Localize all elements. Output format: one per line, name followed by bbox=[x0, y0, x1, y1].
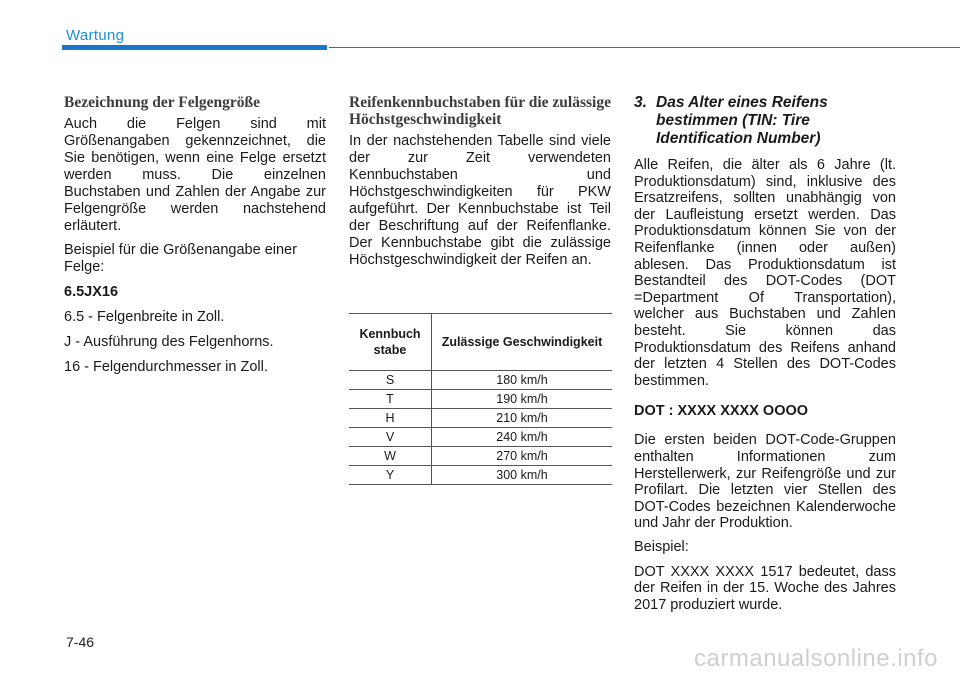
table-cell-letter: Y bbox=[349, 466, 432, 485]
table-cell-letter: S bbox=[349, 371, 432, 390]
table-cell-letter: V bbox=[349, 428, 432, 447]
speed-rating-table bbox=[349, 313, 612, 485]
table-cell-speed: 190 km/h bbox=[432, 390, 613, 409]
tire-age-heading bbox=[634, 94, 896, 148]
page-number: 7-46 bbox=[66, 634, 95, 650]
rim-size-example-intro: Beispiel für die Größenangabe einer Felge: bbox=[64, 242, 297, 275]
rim-size-item-width: 6.5 - Felgenbreite in Zoll. bbox=[64, 309, 225, 325]
table-row bbox=[349, 371, 612, 390]
table-cell-speed: 210 km/h bbox=[432, 409, 613, 428]
tire-age-text: Alle Reifen, die älter als 6 Jahre (lt. Produktionsdatum) sind, inklusive des Ersatzreifens, sollten unabhängig von der Laufleistung ersetzt werden. Das Produktionsdatum können Sie von der Reifenflanke (innen oder außen) ablesen. Das Produktionsdatum ist Bestandteil des DOT-Codes (DOT =Department Of Transportation), welcher aus Buchstaben und Zahlen besteht. Sie können das Produktionsdatum des Reifens anhand der letzten 4 Stellen des DOT-Codes bestimmen. bbox=[634, 157, 896, 389]
header-rule-thick bbox=[62, 45, 327, 50]
rim-size-heading: Bezeichnung der Felgengröße bbox=[64, 94, 261, 111]
dot-code: DOT : XXXX XXXX OOOO bbox=[634, 403, 809, 420]
table-cell-letter: H bbox=[349, 409, 432, 428]
rim-size-example: 6.5JX16 bbox=[64, 284, 119, 300]
table-header-row bbox=[349, 314, 612, 371]
watermark: carmanualsonline.info bbox=[694, 645, 938, 672]
column-rim-size bbox=[64, 94, 326, 384]
column-speed-rating bbox=[349, 94, 611, 276]
header-rule-thin bbox=[329, 47, 960, 48]
table-header-letter: Kennbuch stabe bbox=[349, 314, 432, 371]
table-cell-speed: 270 km/h bbox=[432, 447, 613, 466]
table-cell-speed: 240 km/h bbox=[432, 428, 613, 447]
tire-age-heading-text: Das Alter eines Reifens bestimmen (TIN: Tire Identification Number) bbox=[656, 94, 828, 147]
dot-code-explanation: Die ersten beiden DOT-Code-Gruppen enthalten Informationen zum Herstellerwerk, zur Reifengröße und zur Profilart. Die letzten vier Stellen des DOT-Codes bezeichnen Kalenderwoche und Jahr der Produktion. bbox=[634, 432, 896, 532]
tire-age-heading-number: 3. bbox=[634, 94, 647, 111]
table-row bbox=[349, 428, 612, 447]
rim-size-intro: Auch die Felgen sind mit Größenangaben gekennzeichnet, die Sie benötigen, wenn eine Felge ersetzt werden muss. Die einzelnen Buchstaben und Zahlen der Angabe zur Felgengröße werden nachstehend erläutert. bbox=[64, 116, 326, 234]
example-label: Beispiel: bbox=[634, 538, 689, 555]
rim-size-item-flange: J - Ausführung des Felgenhorns. bbox=[64, 334, 274, 350]
table-cell-letter: W bbox=[349, 447, 432, 466]
table-row bbox=[349, 409, 612, 428]
table-row bbox=[349, 390, 612, 409]
table-cell-speed: 300 km/h bbox=[432, 466, 613, 485]
section-title: Wartung bbox=[66, 27, 125, 44]
speed-rating-text: In der nachstehenden Tabelle sind viele der zur Zeit verwendeten Kennbuchstaben und Höchstgeschwindigkeiten für PKW aufgeführt. Der Kennbuchstabe ist Teil der Beschriftung auf der Reifenflanke. Der Kennbuchstabe gibt die zulässige Höchstgeschwindigkeit der Reifen an. bbox=[349, 133, 611, 268]
example-text: DOT XXXX XXXX 1517 bedeutet, dass der Reifen in der 15. Woche des Jahres 2017 produziert wurde. bbox=[634, 563, 896, 614]
speed-rating-heading: Reifenkennbuchstaben für die zulässige Höchstgeschwindigkeit bbox=[349, 94, 611, 128]
column-tire-age bbox=[634, 94, 896, 621]
table-row bbox=[349, 447, 612, 466]
table-row bbox=[349, 466, 612, 485]
table-header-speed: Zulässige Geschwindigkeit bbox=[432, 314, 613, 371]
rim-size-item-diameter: 16 - Felgendurchmesser in Zoll. bbox=[64, 359, 268, 375]
table-cell-speed: 180 km/h bbox=[432, 371, 613, 390]
table-cell-letter: T bbox=[349, 390, 432, 409]
